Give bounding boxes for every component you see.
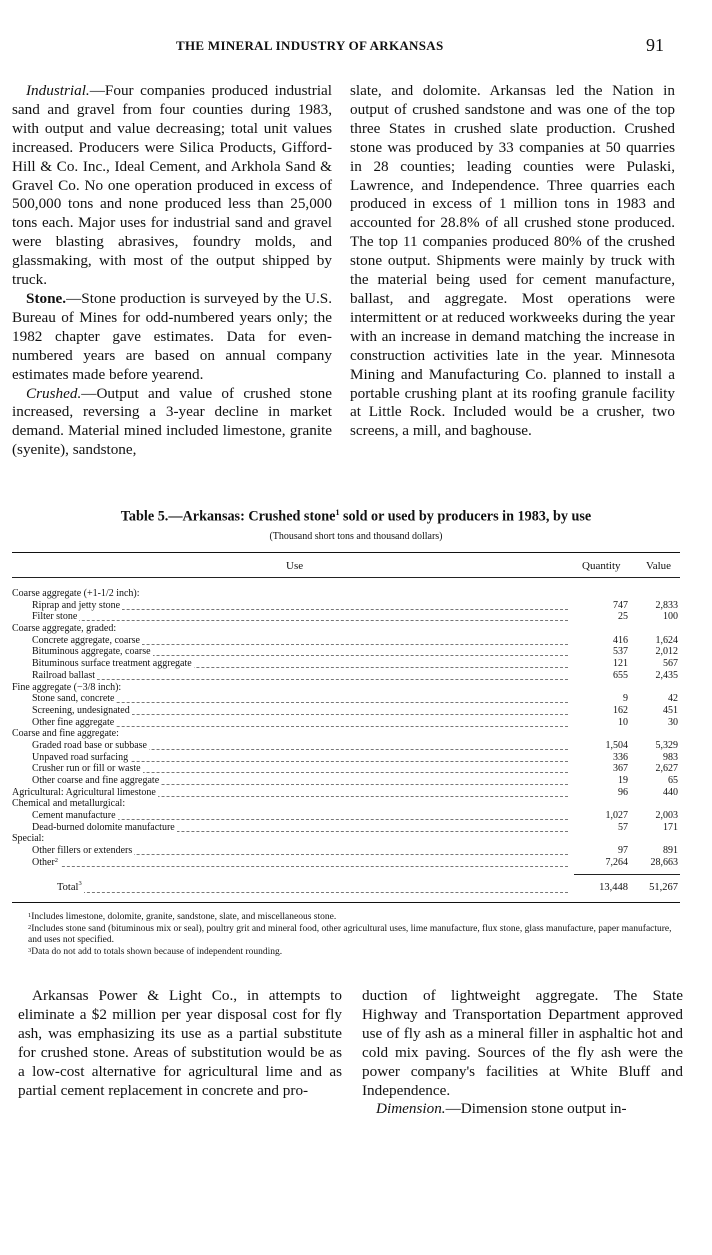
row-label (32, 693, 116, 705)
row-quantity: 336 (613, 751, 628, 763)
paragraph-text: —Stone production is surveyed by the U.S. Bureau of Mines for odd-numbered years only; the 1982 chapter gave estimates. Data for even-numbered years are based on annual company estimates made before yearend. (12, 289, 332, 383)
row-value: 28,663 (650, 856, 678, 868)
row-label (32, 717, 116, 729)
table-footnotes (18, 912, 686, 958)
row-label-text: Chemical and metallurgical: (12, 798, 126, 810)
row-value: 983 (663, 751, 678, 763)
column-header-quantity: Quantity (582, 560, 621, 572)
row-value: 567 (663, 658, 678, 670)
total-label (57, 882, 84, 893)
total-rule (574, 874, 680, 875)
footnote-mark: 1 (28, 912, 32, 919)
table-row (12, 810, 680, 822)
total-label-text: Total (57, 882, 79, 893)
footnote-text: Includes stone sand (bituminous mix or seal), poultry grit and mineral food, other agricultural uses, lime manufacture, flux stone, glass manufacture, paper manufacture, and uses not specified. (28, 923, 672, 945)
heading-stone: Stone. (26, 289, 67, 307)
dot-leader (32, 671, 568, 680)
footnote-mark: 3 (28, 946, 32, 954)
footnote-ref: 3 (78, 880, 82, 887)
table-row (12, 857, 680, 869)
table-row (12, 682, 680, 694)
row-label-text: Riprap and jetty stone (32, 599, 121, 611)
row-label-text: Filter stone (32, 611, 78, 623)
row-quantity: 57 (618, 821, 628, 833)
row-label-text: Coarse and fine aggregate: (12, 728, 119, 740)
dot-leader (32, 858, 568, 867)
paragraph-crushed (12, 385, 332, 461)
row-quantity: 162 (613, 704, 628, 716)
paragraph-text: —Output and value of crushed stone increased, reversing a 3-year decline in market demand. Material mined included limestone, granite (syenite), sandstone, (12, 384, 332, 459)
heading-crushed: Crushed. (26, 384, 82, 402)
row-value: 2,833 (655, 599, 678, 611)
footnote-3 (18, 947, 686, 959)
row-label-text: Crusher run or fill or waste (32, 763, 141, 775)
row-value: 891 (663, 845, 678, 857)
heading-industrial: Industrial. (26, 82, 90, 99)
running-header (0, 35, 712, 58)
column-left-top (12, 82, 332, 460)
column-right-top (350, 82, 675, 441)
table-row (12, 798, 680, 810)
row-label (32, 740, 149, 752)
table-title-text: sold or used by producers in 1983, by use (339, 508, 592, 525)
row-quantity: 537 (613, 646, 628, 658)
table-row (12, 611, 680, 623)
table-row (12, 752, 680, 764)
table-title-text: Table 5.—Arkansas: Crushed stone (120, 508, 336, 525)
row-label (32, 845, 134, 857)
row-label-text: Agricultural: Agricultural limestone (12, 786, 156, 798)
row-label (12, 798, 127, 810)
paragraph-industrial (12, 82, 332, 290)
table-bottom-rule (12, 902, 680, 903)
heading-dimension: Dimension. (376, 1100, 446, 1118)
table-top-rule (12, 552, 680, 553)
table-header-rule (12, 577, 680, 578)
row-quantity: 97 (618, 845, 628, 857)
row-label (32, 822, 177, 834)
row-label-text: Railroad ballast (32, 669, 96, 681)
row-quantity: 7,264 (605, 856, 628, 868)
row-value: 1,624 (655, 634, 678, 646)
table-row-total (12, 882, 680, 896)
table-row (12, 658, 680, 670)
row-label (32, 752, 130, 764)
column-header-value: Value (646, 560, 672, 572)
row-label (12, 728, 121, 740)
row-value: 2,435 (655, 669, 678, 681)
footnote-text: Includes limestone, dolomite, granite, sandstone, slate, and miscellaneous stone. (31, 912, 337, 922)
row-quantity: 9 (623, 693, 628, 705)
row-value: 42 (668, 693, 678, 705)
row-label (32, 646, 153, 658)
row-quantity: 25 (618, 611, 628, 623)
dot-leader (32, 612, 568, 621)
row-label-text: Coarse aggregate, graded: (12, 623, 117, 635)
row-value: 2,003 (655, 810, 678, 822)
table-body (12, 588, 680, 869)
table-row (12, 705, 680, 717)
table-row (12, 822, 680, 834)
row-value: 2,012 (655, 646, 678, 658)
table-row (12, 588, 680, 600)
row-label (12, 588, 142, 600)
row-label-text: Dead-burned dolomite manufacture (32, 821, 175, 833)
row-label (32, 763, 143, 775)
row-label-text: Bituminous aggregate, coarse (32, 646, 151, 658)
table-row (12, 787, 680, 799)
row-label-text: Stone sand, concrete (32, 693, 115, 705)
row-quantity: 416 (613, 634, 628, 646)
table-row (12, 728, 680, 740)
row-label-text: Other coarse and fine aggregate (32, 775, 160, 786)
table-row (12, 833, 680, 845)
dot-leader (72, 884, 568, 893)
paragraph-fly-ash-continued: duction of lightweight aggregate. The State Highway and Transportation Department approved use of fly ash as a mineral filler in asphaltic hot and cold mix paving. Sources of the fly ash were the power company's facilities at White Bluff and Independence. (362, 987, 683, 1099)
table-row (12, 717, 680, 729)
row-label-text: Other fine aggregate (32, 716, 115, 728)
paragraph-stone (12, 290, 332, 385)
row-quantity: 19 (618, 775, 628, 786)
footnote-mark: 2 (28, 923, 32, 931)
row-label (32, 611, 79, 623)
row-quantity: 747 (613, 599, 628, 611)
row-label-text: Graded road base or subbase (32, 739, 147, 751)
paragraph-crushed-continued: slate, and dolomite. Arkansas led the Nation in output of crushed sandstone and was one of the top three States in crushed slate production. Crushed stone was produced by 33 companies at 50 quarries in 28 counties; leading counties were Pulaski, Lawrence, and Independence. Three quarries each produced in excess of 1 million tons in 1983 and accounted for 28.8% of all crushed stone produced. The top 11 companies produced 80% of the crushed stone output. Shipments were mainly by truck with the material being used for cement manufacture, ballast, and aggregate. Most operations were intermittent or at reduced workweeks during the year with an increase in demand matching the increase in construction activities late in the year. Minnesota Mining and Manufacturing Co. planned to install a portable crushing plant at its roofing granule facility at Little Rock. Included would be a crusher, two screens, a mill, and baghouse. (350, 82, 675, 440)
footnote-ref: 1 (335, 508, 340, 517)
row-quantity: 1,504 (605, 739, 628, 751)
total-value: 51,267 (649, 882, 678, 893)
row-label (32, 857, 60, 869)
row-label-text: Bituminous surface treatment aggregate (32, 658, 192, 670)
paragraph-dimension (362, 1100, 683, 1119)
row-value: 5,329 (655, 739, 678, 751)
row-label-text: Fine aggregate (−3/8 inch): (12, 681, 122, 693)
row-label (32, 635, 142, 647)
row-value: 451 (663, 704, 678, 716)
footnote-ref: 2 (54, 856, 59, 864)
row-quantity: 1,027 (605, 810, 628, 822)
column-right-bottom (362, 987, 683, 1119)
table-row (12, 623, 680, 635)
row-label (12, 833, 46, 845)
column-header-use: Use (286, 560, 304, 572)
row-quantity: 367 (613, 763, 628, 775)
table-row (12, 670, 680, 682)
row-label (32, 810, 118, 822)
table-row (12, 635, 680, 647)
footnote-text: Data do not add to totals shown because of independent rounding. (31, 946, 283, 957)
footnote-1 (18, 912, 686, 924)
row-quantity: 655 (613, 669, 628, 681)
row-quantity: 121 (613, 658, 628, 670)
table-row (12, 693, 680, 705)
row-label-text: Special: (12, 833, 45, 845)
running-title: THE MINERAL INDUSTRY OF ARKANSAS (176, 38, 444, 53)
row-label (32, 705, 132, 717)
row-label-text: Unpaved road surfacing (32, 751, 129, 763)
row-value: 171 (663, 821, 678, 833)
footnote-2 (18, 924, 686, 947)
row-value: 100 (663, 611, 678, 623)
row-label-text: Cement manufacture (32, 810, 116, 822)
table-row (12, 775, 680, 787)
table-row (12, 763, 680, 775)
table-title (0, 508, 712, 526)
row-label (12, 787, 158, 799)
row-quantity: 10 (618, 716, 628, 728)
row-label-text: Screening, undesignated (32, 704, 130, 716)
column-left-bottom (18, 987, 342, 1100)
row-value: 30 (668, 716, 678, 728)
page-number: 91 (646, 35, 664, 55)
row-label-text: Other (32, 856, 55, 868)
total-quantity: 13,448 (599, 882, 628, 893)
row-label (32, 670, 97, 682)
row-label (32, 600, 122, 612)
row-label (32, 658, 194, 670)
row-value: 65 (668, 775, 678, 786)
row-label (32, 775, 161, 787)
row-label-text: Coarse aggregate (+1-1/2 inch): (12, 588, 140, 599)
row-quantity: 96 (618, 786, 628, 798)
row-label-text: Other fillers or extenders (32, 845, 133, 857)
row-label-text: Concrete aggregate, coarse (32, 634, 140, 646)
row-label (12, 623, 118, 635)
row-value: 2,627 (655, 763, 678, 775)
table-row (12, 740, 680, 752)
table-row (12, 600, 680, 612)
table-row (12, 646, 680, 658)
paragraph-text: —Four companies produced industrial sand and gravel from four counties during 1983, with output and value decreasing; total unit values increased. Producers were Silica Products, Gifford-Hill & Co. Inc., Ideal Cement, and Arkhola Sand & Gravel Co. No one operation produced in excess of 500,000 tons and none produced less than 25,000 tons each. Major uses for industrial sand and gravel were blasting abrasives, foundry molds, and glassmaking, with most of the output shipped by truck. (12, 82, 332, 289)
paragraph-fly-ash: Arkansas Power & Light Co., in attempts to eliminate a $2 million per year disposal cost for fly ash, was emphasizing its use as a partial substitute for crushed stone. Areas of substitution would be as a low-cost alternative for agricultural lime and as partial cement replacement in concrete and pro- (18, 987, 342, 1099)
paragraph-text: —Dimension stone output in- (445, 1100, 627, 1118)
row-label (12, 682, 123, 694)
table-subtitle: (Thousand short tons and thousand dollars) (269, 531, 443, 542)
table-row (12, 845, 680, 857)
row-value: 440 (663, 786, 678, 798)
